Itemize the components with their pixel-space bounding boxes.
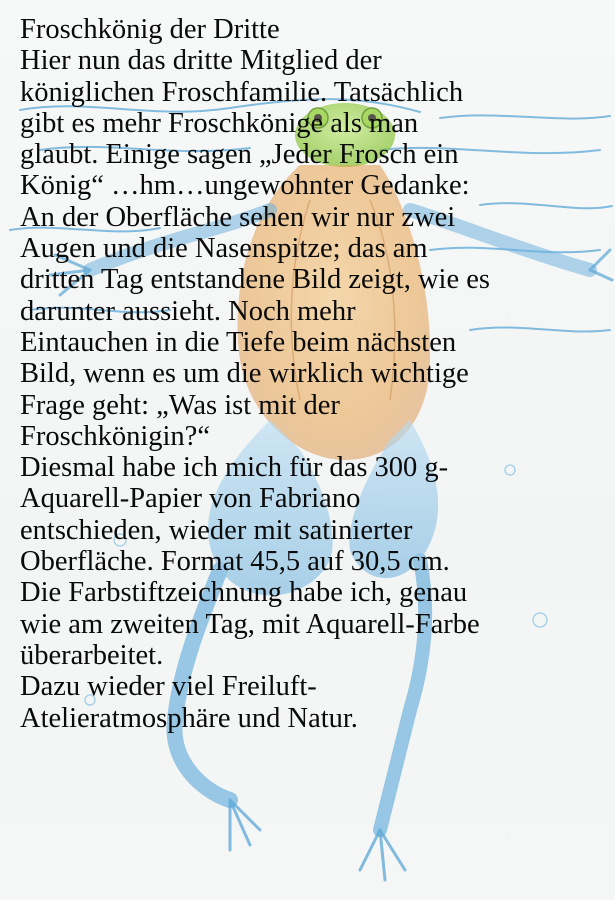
text-line: An der Oberfläche sehen wir nur zwei bbox=[20, 201, 456, 233]
text-line: Die Farbstiftzeichnung habe ich, genau bbox=[20, 577, 468, 609]
text-line: Hier nun das dritte Mitglied der bbox=[20, 45, 382, 77]
text-line: Bild, wenn es um die wirklich wichtige bbox=[20, 358, 469, 390]
text-line: Diesmal habe ich mich für das 300 g- bbox=[20, 452, 449, 484]
text-title: Froschkönig der Dritte bbox=[20, 14, 280, 45]
text-line: dritten Tag entstandene Bild zeigt, wie es bbox=[20, 264, 490, 296]
text-line: gibt es mehr Froschkönige als man bbox=[20, 107, 419, 139]
text-line: überarbeitet. bbox=[20, 639, 164, 671]
text-line: Froschkönigin?“ bbox=[20, 420, 210, 452]
article-text bbox=[20, 14, 610, 734]
text-line: königlichen Froschfamilie. Tatsächlich bbox=[20, 76, 464, 108]
text-line: entschieden, wieder mit satinierter bbox=[20, 514, 413, 546]
text-line: glaubt. Einige sagen „Jeder Frosch ein bbox=[20, 139, 459, 171]
text-line: Atelieratmosphäre und Natur. bbox=[20, 702, 358, 734]
text-line: Augen und die Nasenspitze; das am bbox=[20, 233, 428, 265]
text-line: darunter aussieht. Noch mehr bbox=[20, 295, 356, 327]
text-line: Aquarell-Papier von Fabriano bbox=[20, 483, 361, 515]
text-line: Oberfläche. Format 45,5 auf 30,5 cm. bbox=[20, 546, 450, 578]
text-line: Eintauchen in die Tiefe beim nächsten bbox=[20, 326, 457, 358]
text-line: Dazu wieder viel Freiluft- bbox=[20, 671, 317, 703]
text-line: wie am zweiten Tag, mit Aquarell-Farbe bbox=[20, 608, 480, 640]
text-line: Frage geht: „Was ist mit der bbox=[20, 389, 340, 421]
text-line: König“ …hm…ungewohnter Gedanke: bbox=[20, 170, 470, 202]
